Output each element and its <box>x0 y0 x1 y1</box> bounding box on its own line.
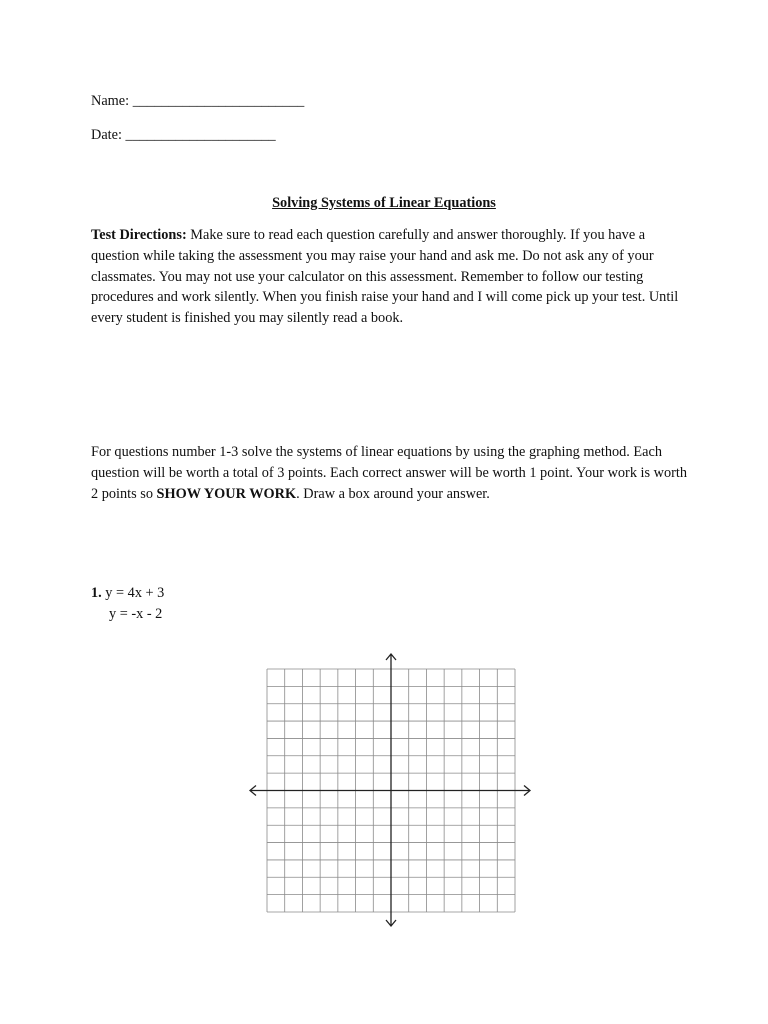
question-1-equation-1 <box>91 584 164 602</box>
date-label: Date: <box>91 127 122 143</box>
question-1-number: 1. <box>91 585 102 601</box>
name-field[interactable] <box>91 92 304 110</box>
questions-intro-text: For questions number 1-3 solve the systems of linear equations by using the graphing method. Each question will be worth a total of 3 points. Each correct answer will be worth 1 point. Your work is worth 2 points so <box>91 444 688 502</box>
name-label: Name: <box>91 93 130 109</box>
axes <box>250 654 530 926</box>
directions-lead: Test Directions: <box>91 227 187 243</box>
directions-body: Make sure to read each question carefully and answer thoroughly. If you have a question while taking the assessment you may raise your hand and ask me. Do not ask any of your classmates. You may not use your calculator on this assessment. Remember to follow our testing procedures and work silently. When you finish raise your hand and I will come pick up your test. Until every student is finished you may silently read a book. <box>91 227 679 327</box>
question-1-equation-2: y = -x - 2 <box>109 606 163 622</box>
coordinate-grid[interactable] <box>240 650 540 940</box>
date-field[interactable] <box>91 126 276 144</box>
date-blank[interactable]: _____________________ <box>125 127 276 143</box>
page-title: Solving Systems of Linear Equations <box>272 195 496 211</box>
questions-intro <box>91 442 691 504</box>
question-1-eq1-text: y = 4x + 3 <box>101 585 165 601</box>
questions-intro-end: . Draw a box around your answer. <box>296 485 490 502</box>
name-blank[interactable]: ________________________ <box>132 93 305 109</box>
test-directions <box>91 225 691 329</box>
show-work-emphasis: SHOW YOUR WORK <box>156 485 297 502</box>
